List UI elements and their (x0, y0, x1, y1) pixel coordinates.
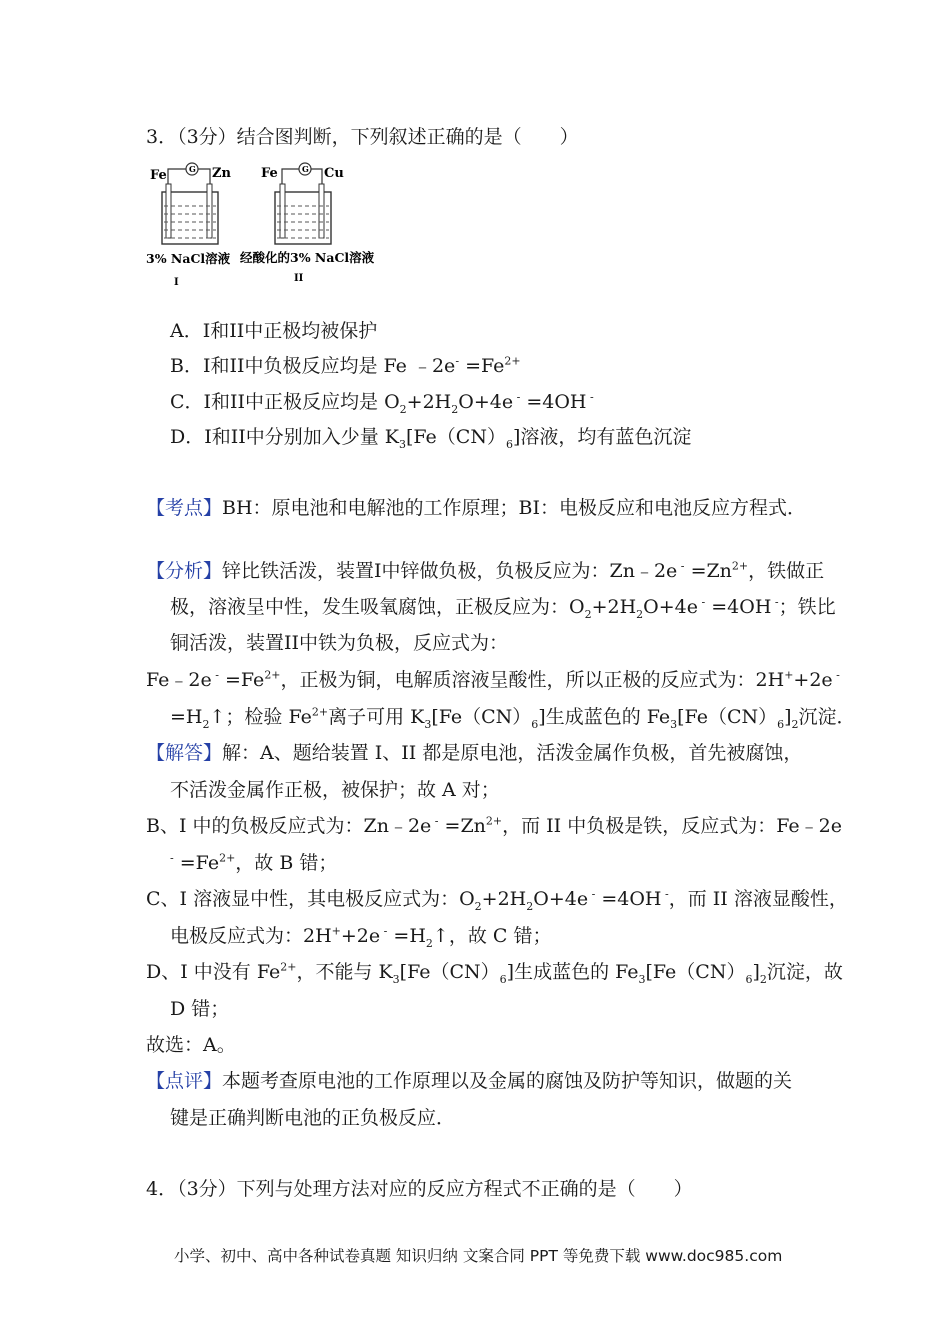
jieda-line-8: D 错； (170, 998, 230, 1020)
dianping-line-1: 【点评】本题考查原电池的工作原理以及金属的腐蚀及防护等知识，做题的关 (146, 1070, 793, 1092)
kaodian-section: 【考点】BH：原电池和电解池的工作原理；BI：电极反应和电池反应方程式． (146, 497, 807, 519)
cell-1-numeral: I (174, 277, 179, 288)
question-4-stem: 4．（3分）下列与处理方法对应的反应方程式不正确的是（ ） (146, 1178, 693, 1200)
cell-1-diagram (146, 163, 231, 288)
dianping-line-2: 键是正确判断电池的正负极反应． (170, 1107, 456, 1129)
fenxi-line-2: 极，溶液呈中性，发生吸氧腐蚀，正极反应为：$O_2+2H_2O+4e$ - =4OH -；铁比 (170, 595, 836, 621)
cell-1-caption: 3% NaCl溶液 (146, 251, 231, 266)
kaodian-tag: 【考点】 (146, 497, 223, 519)
cell-2-diagram (240, 163, 375, 284)
cell-1-meter: G (189, 164, 196, 174)
jieda-line-4: $^- =Fe^{2+}$，故 B 错； (170, 851, 338, 874)
cell-2-meter: G (302, 164, 309, 174)
fenxi-tag: 【分析】 (146, 560, 223, 582)
option-c: C．I和II中正极反应均是 $O_2+2H_2O+4e$ - =4OH - (170, 390, 594, 416)
cell-2-caption: 经酸化的3% NaCl溶液 (240, 250, 375, 265)
jieda-line-9: 故选：A。 (146, 1034, 236, 1056)
jieda-line-5: C、I 溶液显中性，其电极反应式为：$O_2+2H_2O+4e$ - =4OH -，而 II 溶液显酸性， (146, 887, 848, 913)
cell-1-left-electrode: Fe (150, 168, 167, 183)
fenxi-line-3: 铜活泼，装置II中铁为负极，反应式为： (170, 632, 509, 654)
fenxi-line-5: $=H_2↑$；检验 $Fe^{2+}$离子可用 $K_3[Fe(CN)_6]$生成蓝色的 $Fe_3[Fe(CN)_6]_2$沉淀． (170, 705, 856, 731)
option-b: B．I和II中负极反应均是 Fe ﹣2e- $=Fe^{2+}$ (170, 354, 521, 377)
jieda-line-2: 不活泼金属作正极，被保护；故 A 对； (170, 779, 500, 801)
jieda-line-6: 电极反应式为：2H++2e $^- =H_2↑$，故 C 错； (170, 924, 552, 950)
jieda-tag: 【解答】 (146, 742, 223, 764)
galvanic-cells-figure (146, 160, 396, 290)
cell-2-left-electrode: Fe (261, 166, 278, 181)
cell-2-right-electrode: Cu (324, 166, 344, 181)
jieda-line-7: D、I 中没有 $Fe^{2+}$，不能与 $K_3[Fe(CN)_6]$生成蓝色的 $Fe_3[Fe(CN)_6]_2$沉淀，故 (146, 960, 843, 986)
jieda-line-3: B、I 中的负极反应式为：Zn﹣2e $^- =Zn^{2+}$，而 II 中负极是铁，反应式为：Fe﹣2e (146, 814, 842, 837)
option-d: D．I和II中分别加入少量 $K_3[Fe(CN)_6]$溶液，均有蓝色沉淀 (170, 426, 692, 451)
jieda-line-1: 【解答】解：A、题给装置 I、II 都是原电池，活泼金属作负极，首先被腐蚀， (146, 742, 803, 764)
fenxi-line-1: 【分析】锌比铁活泼，装置I中锌做负极，负极反应为：Zn﹣2e $^- =Zn^{2+}$，铁做正 (146, 559, 825, 582)
dianping-tag: 【点评】 (146, 1070, 223, 1092)
cell-2-numeral: II (294, 273, 304, 284)
page-footer: 小学、初中、高中各种试卷真题 知识归纳 文案合同 PPT 等免费下载 www.doc985.com (174, 1247, 783, 1265)
question-3-stem: 3．（3分）结合图判断，下列叙述正确的是（ ） (146, 126, 579, 148)
fenxi-line-4: Fe﹣2e $^- =Fe^{2+}$，正极为铜，电解质溶液呈酸性，所以正极的反应式为：2H++2e - (146, 668, 840, 691)
option-a: A．I和II中正极均被保护 (170, 320, 378, 342)
cell-1-right-electrode: Zn (212, 166, 231, 181)
